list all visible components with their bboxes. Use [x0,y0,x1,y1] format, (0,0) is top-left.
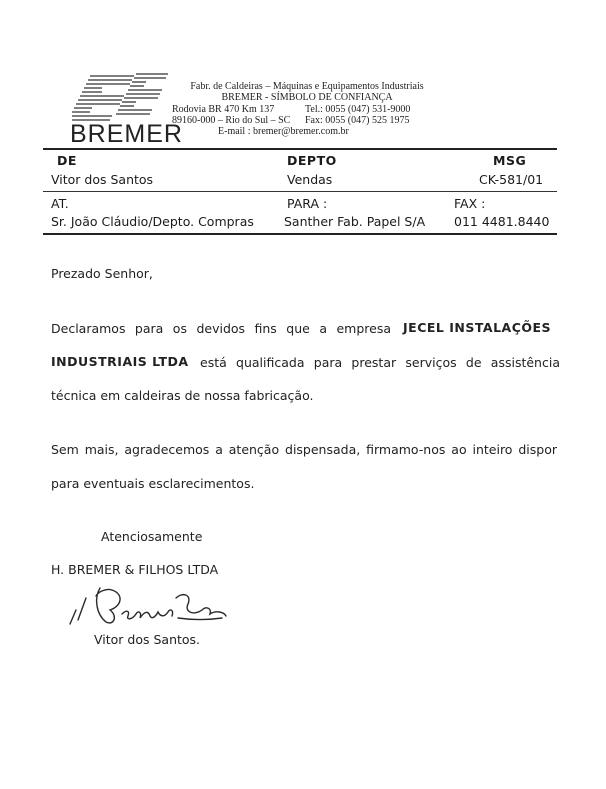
at-value: Sr. João Cláudio/Depto. Compras [51,214,254,229]
paragraph1-line3: técnica em caldeiras de nossa fabricação. [51,388,314,403]
company-slogan: BREMER - SÍMBOLO DE CONFIANÇA [221,92,393,103]
salutation: Prezado Senhor, [51,266,153,281]
para-value: Santher Fab. Papel S/A [284,214,426,229]
company-name-line1: JECEL INSTALAÇÕES [403,320,552,335]
signer-name: Vitor dos Santos. [94,632,201,647]
de-label: DE [57,153,77,168]
company-phone: Tel.: 0055 (047) 531-9000 [305,104,411,115]
msg-label: MSG [493,153,527,168]
at-label: AT. [51,196,69,211]
header-bottom-rule [43,233,557,235]
para-label: PARA : [287,196,328,211]
fax-value: 011 4481.8440 [454,214,550,229]
depto-label: DEPTO [287,153,337,168]
fax-label: FAX : [454,196,486,211]
logo-wordmark: BREMER [70,120,183,148]
company-fax: Fax: 0055 (047) 525 1975 [305,115,410,126]
closing: Atenciosamente [101,529,203,544]
header-top-rule [43,148,557,150]
paragraph2-line1: Sem mais, agradecemos a atenção dispensada, firmamo-nos ao inteiro dispor [51,442,557,457]
company-signature: H. BREMER & FILHOS LTDA [51,562,219,577]
depto-value: Vendas [287,172,333,187]
de-value: Vitor dos Santos [51,172,154,187]
paragraph1-line2: está qualificada para prestar serviços de assistência [200,355,560,370]
paragraph1-line1: Declaramos para os devidos fins que a empresa [51,321,391,336]
company-tagline: Fabr. de Caldeiras – Máquinas e Equipamentos Industriais [190,81,424,92]
msg-value: CK-581/01 [479,172,544,187]
paragraph2-line2: para eventuais esclarecimentos. [51,476,255,491]
header-mid-rule [43,191,557,192]
company-address: Rodovia BR 470 Km 137 [172,104,275,115]
company-email: E-mail : bremer@bremer.com.br [218,126,349,137]
company-name-line2: INDUSTRIAIS LTDA [51,354,189,369]
company-city: 89160-000 – Rio do Sul – SC [172,115,291,126]
signature-icon [66,584,230,630]
